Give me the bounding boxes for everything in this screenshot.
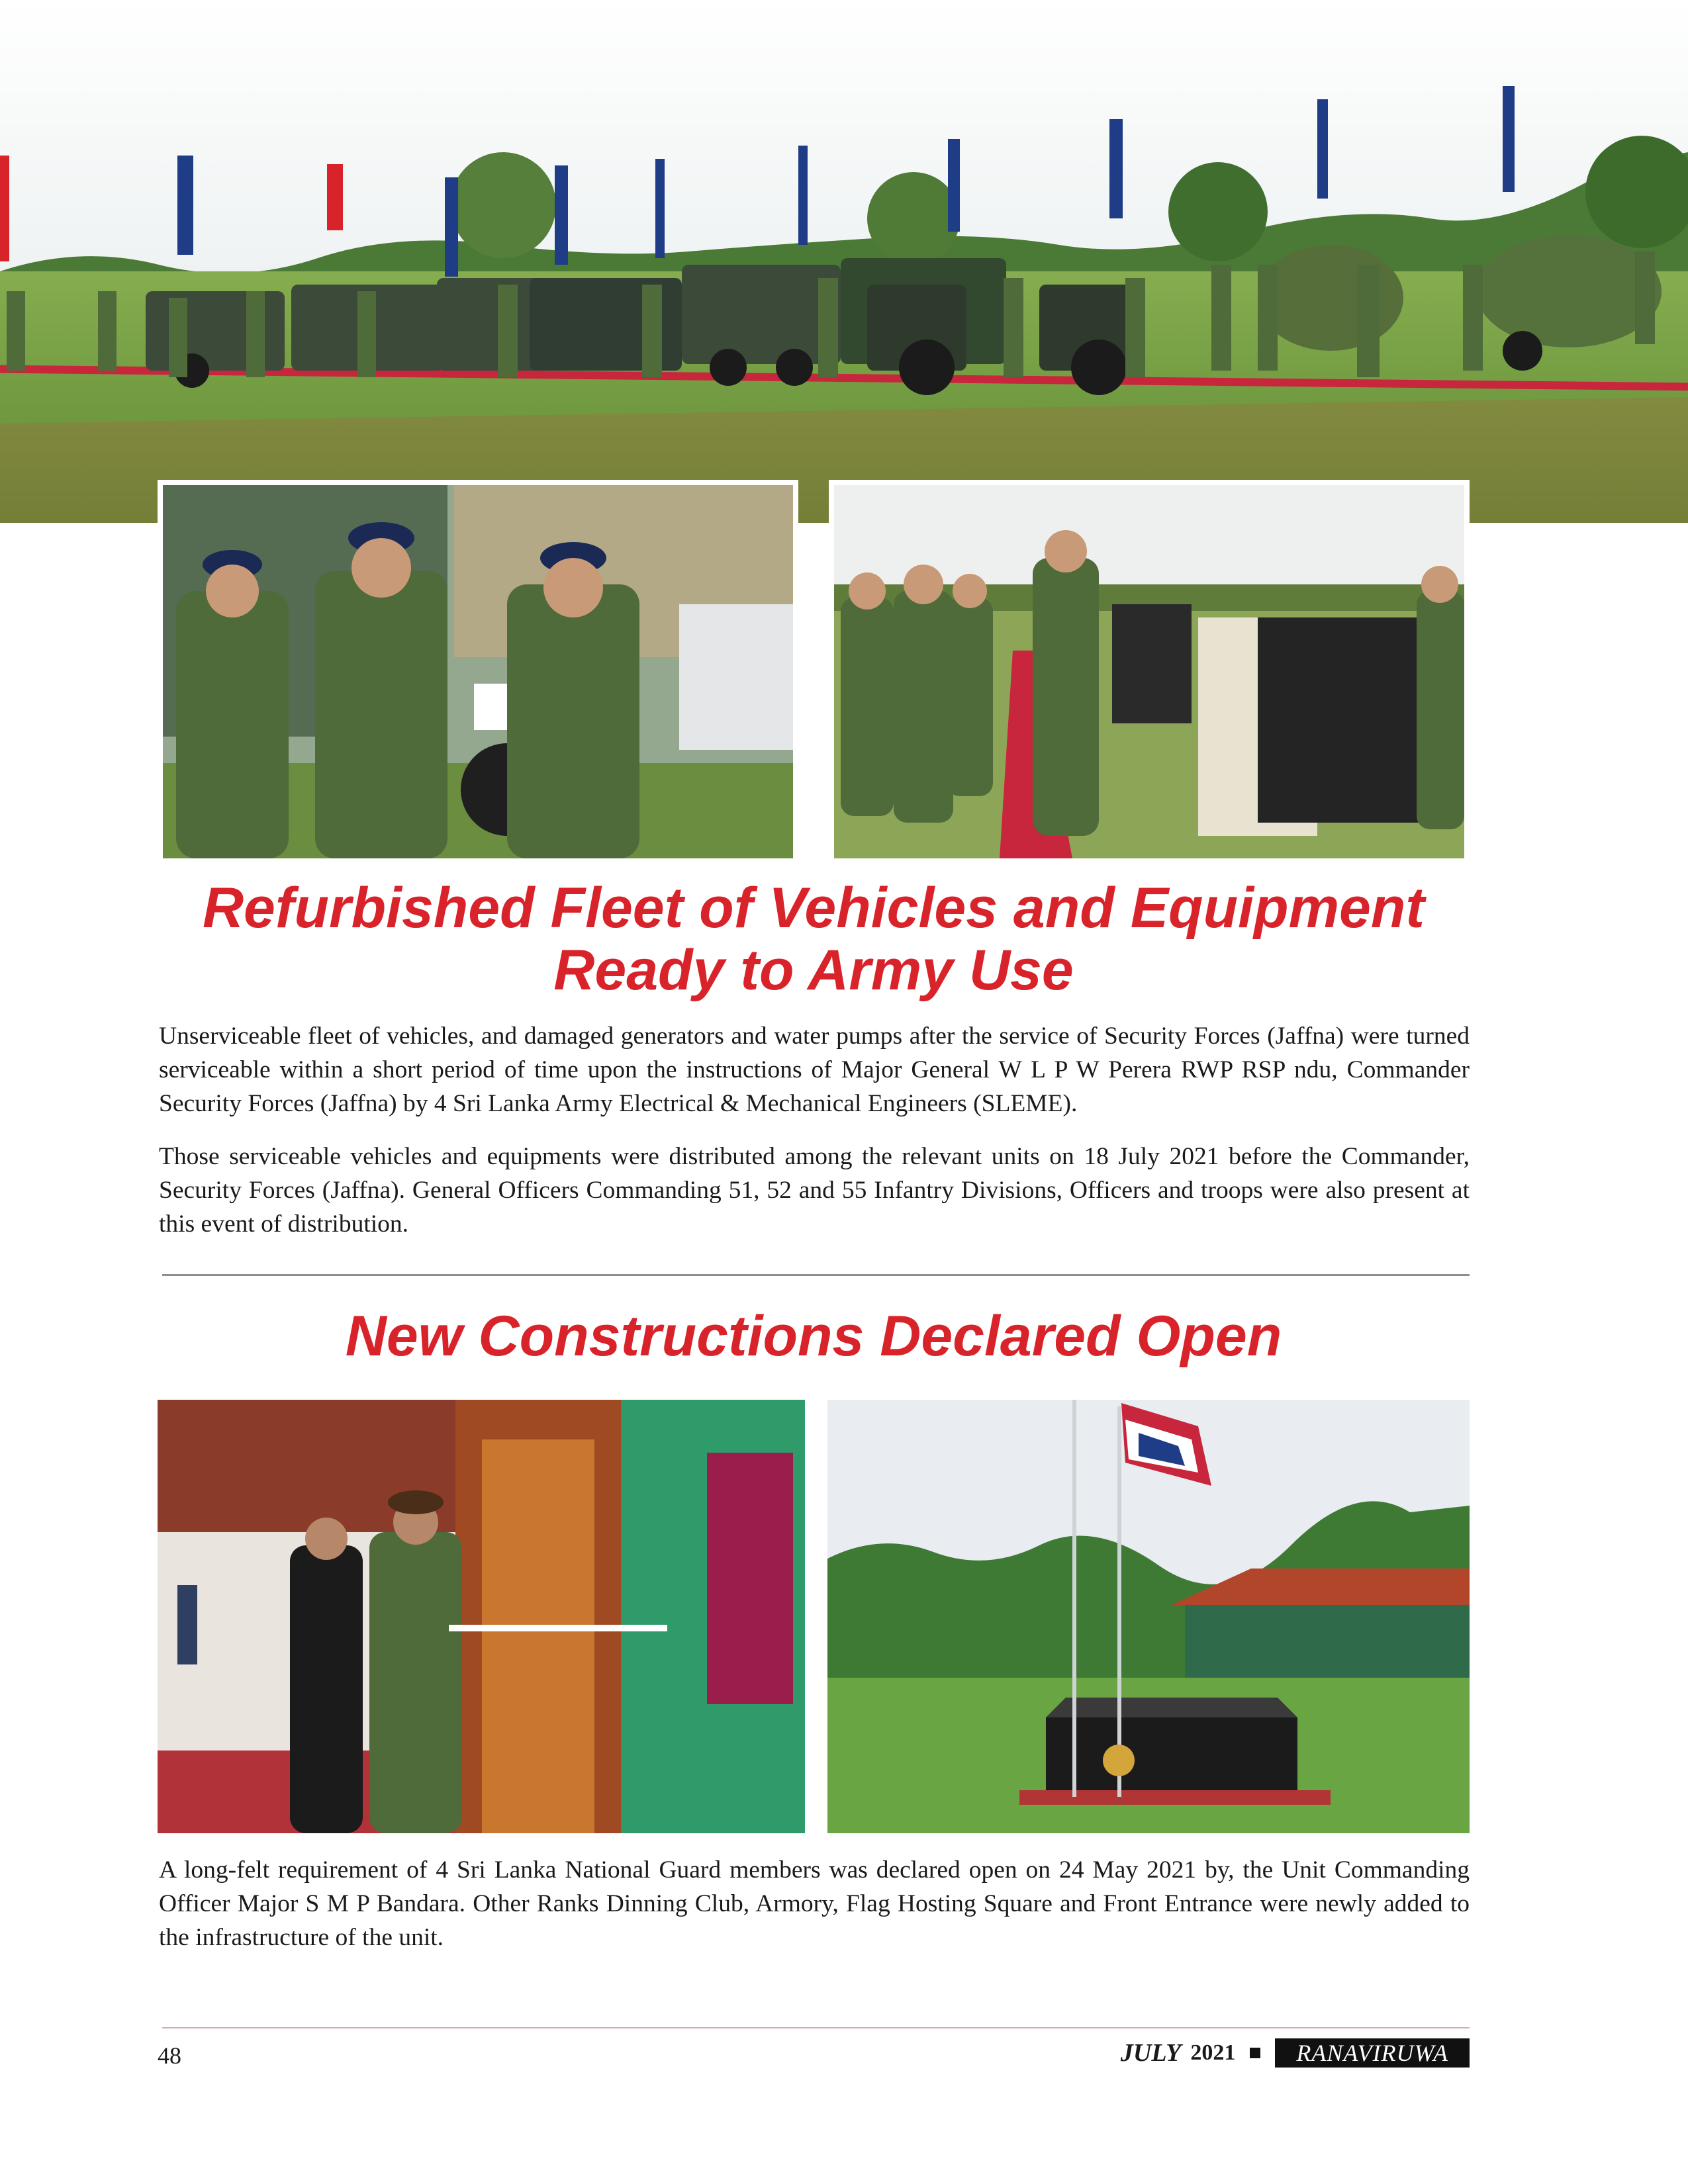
photo-handover-ceremony	[158, 480, 798, 864]
section-divider	[162, 1274, 1470, 1276]
article-1-headline-line1: Refurbished Fleet of Vehicles and Equipment	[202, 876, 1425, 940]
photo-ribbon-cutting	[158, 1400, 805, 1833]
photo-vehicle-lineup	[0, 0, 1688, 523]
article-1-paragraph-1: Unserviceable fleet of vehicles, and damaged generators and water pumps after the service of Security Forces (Jaffna) were turned serviceable within a short period of time upon the instructions of Major General W L P W Perera RWP RSP ndu, Commander Security Forces (Jaffna) by 4 Sri Lanka Army Electrical & Mechanical Engineers (SLEME).	[159, 1023, 1470, 1117]
article-1-headline	[158, 877, 1470, 1001]
footer-square-bullet	[1250, 2048, 1260, 2058]
footer-issue	[1121, 2038, 1470, 2068]
footer-month: JULY	[1120, 2039, 1182, 2067]
photo-generator-inspection	[829, 480, 1470, 864]
footer-divider	[162, 2027, 1470, 2028]
article-1-paragraph-2: Those serviceable vehicles and equipments were distributed among the relevant units on 18 July 2021 before the Commander, Security Forces (Jaffna). General Officers Commanding 51, 52 and 55 Infantry Divisions, Officers and troops were also present at this event of distribution.	[159, 1143, 1470, 1238]
footer-year: 2021	[1190, 2040, 1236, 2065]
article-2-paragraph-1: A long-felt requirement of 4 Sri Lanka National Guard members was declared open on 24 May 2021 by, the Unit Commanding Officer Major S M P Bandara. Other Ranks Dinning Club, Armory, Flag Hosting Square and Front Entrance were newly added to the infrastructure of the unit.	[159, 1856, 1470, 1951]
photo-flag-square	[827, 1400, 1470, 1833]
article-1-headline-line2: Ready to Army Use	[553, 938, 1074, 1002]
page-number: 48	[158, 2042, 181, 2069]
footer-magazine-name: RANAVIRUWA	[1275, 2038, 1470, 2068]
article-2-headline: New Constructions Declared Open	[345, 1304, 1282, 1368]
